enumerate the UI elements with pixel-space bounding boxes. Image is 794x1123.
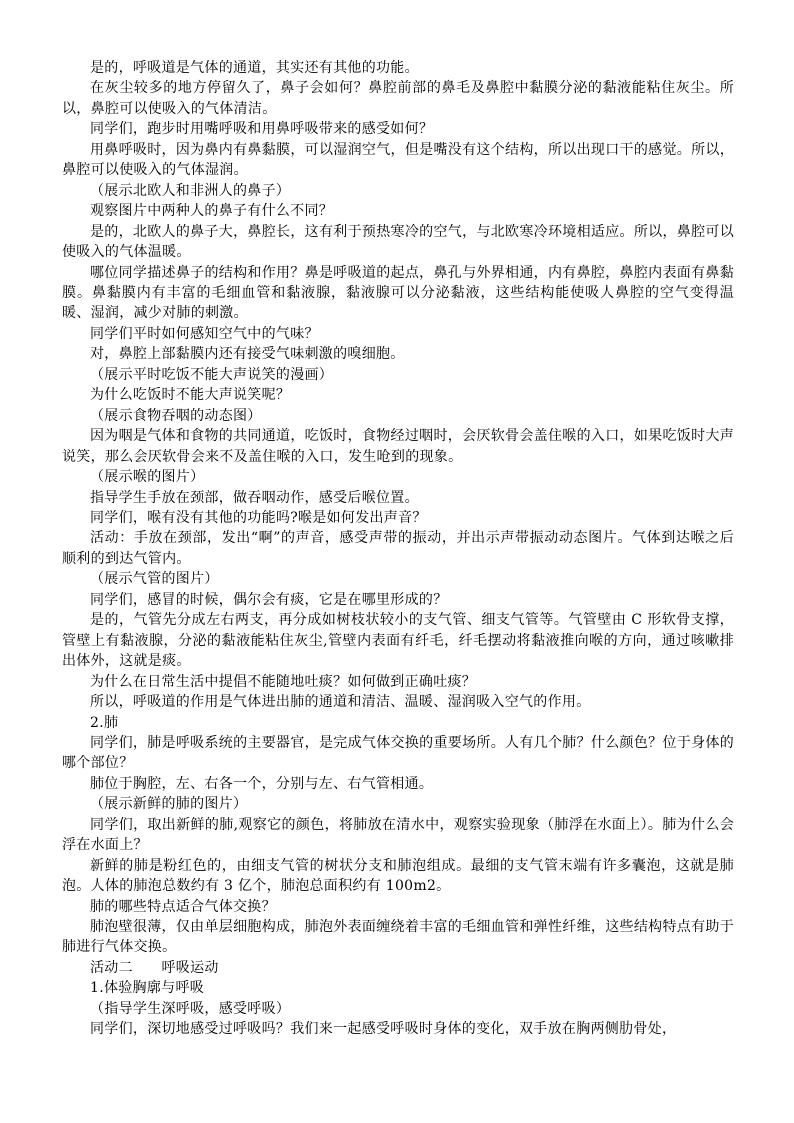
paragraph: 在灰尘较多的地方停留久了，鼻子会如何？鼻腔前部的鼻毛及鼻腔中黏膜分泌的黏液能粘住灰尘。所以，鼻腔可以使吸入的气体清洁。 <box>62 80 734 117</box>
paragraph: 2.肺 <box>90 714 119 731</box>
paragraph: 活动：手放在颈部，发出“啊”的声音，感受声带的振动，并出示声带振动动态图片。气体到达喉之后顺利的到达气管内。 <box>62 530 734 567</box>
paragraph: （展示气管的图片） <box>90 571 219 588</box>
paragraph: 同学们，喉有没有其他的功能吗?喉是如何发出声音？ <box>90 509 427 526</box>
paragraph: 同学们，跑步时用嘴呼吸和用鼻呼吸带来的感受如何？ <box>90 121 434 138</box>
paragraph: 肺泡壁很薄，仅由单层细胞构成，肺泡外表面缠绕着丰富的毛细血管和弹性纤维，这些结构特点有助于肺进行气体交换。 <box>62 919 734 956</box>
paragraph: 观察图片中两种人的鼻子有什么不同？ <box>90 203 334 220</box>
paragraph: 同学们，取出新鲜的肺,观察它的颜色，将肺放在清水中，观察实验现象（肺浮在水面上）。肺为什么会浮在水面上？ <box>62 816 734 854</box>
paragraph: 新鲜的肺是粉红色的，由细支气管的树状分支和肺泡组成。最细的支气管末端有许多囊泡，这就是肺泡。人体的肺泡总数约有 3 亿个，肺泡总面积约有 100m2。 <box>62 857 734 895</box>
paragraph: 肺的哪些特点适合气体交换？ <box>90 898 276 915</box>
paragraph: 对，鼻腔上部黏膜内还有接受气味刺激的嗅细胞。 <box>90 346 405 363</box>
paragraph: （展示平时吃饭不能大声说笑的漫画） <box>90 366 334 383</box>
paragraph: （展示新鲜的肺的图片） <box>90 796 248 813</box>
paragraph: 是的，呼吸道是气体的通道，其实还有其他的功能。 <box>90 60 419 76</box>
document-body <box>62 58 734 1040</box>
paragraph: 是的，气管先分成左右两支，再分成如树枝状较小的支气管、细支气管等。气管壁由 C 形软骨支撑，管壁上有黏液腺，分泌的黏液能粘住灰尘,管壁内表面有纤毛，纤毛摆动将黏液推向喉的方向，通过咳嗽排出体外，这就是痰。 <box>62 612 734 670</box>
paragraph: 同学们，深切地感受过呼吸吗？我们来一起感受呼吸时身体的变化，双手放在胸两侧肋骨处， <box>90 1021 677 1038</box>
paragraph: 为什么吃饭时不能大声说笑呢？ <box>90 387 291 404</box>
paragraph: 哪位同学描述鼻子的结构和作用？鼻是呼吸道的起点，鼻孔与外界相通，内有鼻腔，鼻腔内表面有鼻黏膜。鼻黏膜内有丰富的毛细血管和黏液腺，黏液腺可以分泌黏液，这些结构能使吸人鼻腔的空气变得温暖、湿润，减少对肺的刺激。 <box>62 264 734 322</box>
paragraph: （展示食物吞咽的动态图） <box>90 407 262 424</box>
paragraph: 为什么在日常生活中提倡不能随地吐痰？如何做到正确吐痰？ <box>90 673 477 690</box>
paragraph: 用鼻呼吸时，因为鼻内有鼻黏膜，可以湿润空气，但是嘴没有这个结构，所以出现口干的感觉。所以，鼻腔可以使吸入的气体湿润。 <box>62 141 734 179</box>
paragraph: 活动二 呼吸运动 <box>90 959 219 976</box>
paragraph: 因为咽是气体和食物的共同通道，吃饭时，食物经过咽时，会厌软骨会盖住喉的入口，如果吃饭时大声说笑，那么会厌软骨会来不及盖住喉的入口，发生呛到的现象。 <box>62 428 734 465</box>
paragraph: 是的，北欧人的鼻子大，鼻腔长，这有利于预热寒冷的空气，与北欧寒冷环境相适应。所以，鼻腔可以使吸入的气体温暖。 <box>62 223 734 261</box>
paragraph: 同学们，感冒的时候，偶尔会有痰，它是在哪里形成的？ <box>90 591 448 608</box>
paragraph: （指导学生深呼吸，感受呼吸） <box>90 1000 291 1017</box>
paragraph: 所以，呼吸道的作用是气体进出肺的通道和清洁、温暖、湿润吸入空气的作用。 <box>90 694 591 711</box>
paragraph: 指导学生手放在颈部，做吞咽动作，感受后喉位置。 <box>90 489 419 506</box>
paragraph: 同学们，肺是呼吸系统的主要器官，是完成气体交换的重要场所。人有几个肺？什么颜色？位于身体的哪个部位？ <box>62 734 734 772</box>
paragraph: 肺位于胸腔，左、右各一个，分别与左、右气管相通。 <box>90 775 434 792</box>
paragraph: 同学们平时如何感知空气中的气味？ <box>90 325 319 342</box>
paragraph: （展示喉的图片） <box>90 469 205 486</box>
paragraph: 1.体验胸廓与呼吸 <box>90 980 205 997</box>
paragraph: （展示北欧人和非洲人的鼻子） <box>90 182 291 199</box>
